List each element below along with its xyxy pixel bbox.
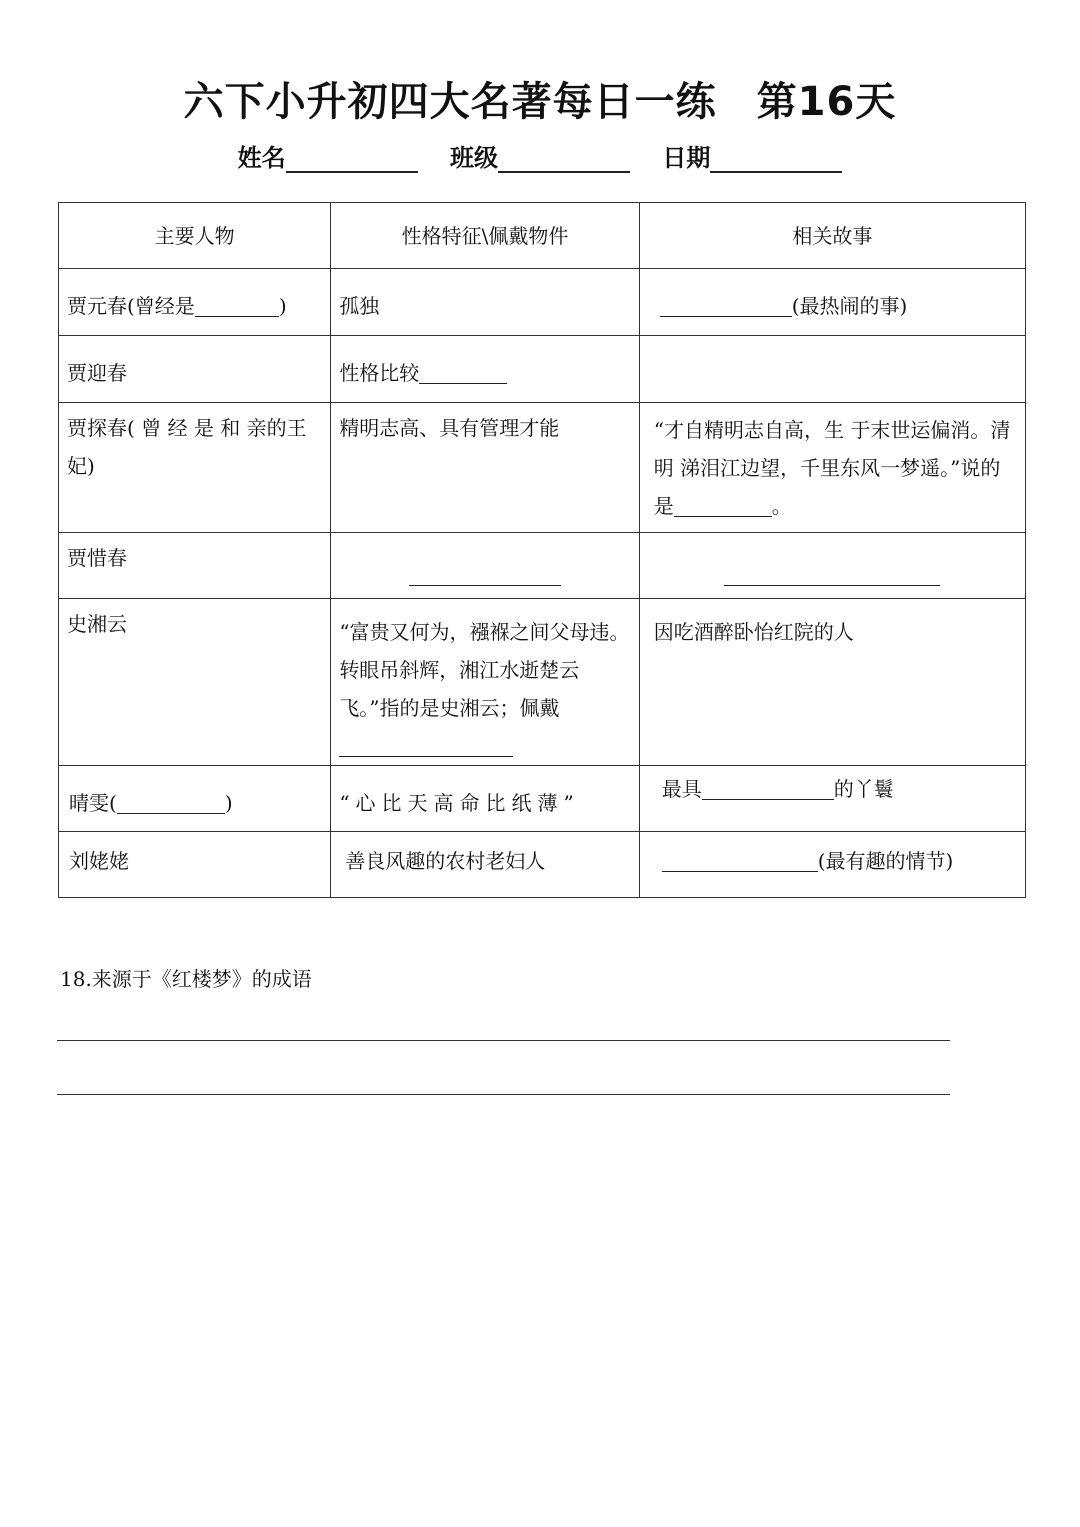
- cell-character: 晴雯( ): [59, 766, 331, 832]
- date-blank[interactable]: [710, 147, 842, 173]
- answer-blank[interactable]: [195, 292, 279, 317]
- name-label: 姓名: [237, 144, 286, 172]
- answer-blank[interactable]: [724, 561, 940, 586]
- answer-blank[interactable]: [702, 775, 834, 800]
- cell-character: 贾迎春: [59, 336, 331, 403]
- question-18: 18.来源于《红楼梦》的成语: [60, 967, 312, 991]
- day-label: 第16天: [756, 79, 897, 125]
- class-label: 班级: [450, 144, 498, 172]
- title-text: 六下小升初四大名著每日一练: [183, 79, 717, 125]
- answer-line[interactable]: [57, 1040, 950, 1041]
- date-label: 日期: [662, 144, 711, 172]
- cell-character: 刘姥姥: [59, 832, 331, 898]
- answer-blank[interactable]: [660, 292, 792, 317]
- cell-character: 史湘云: [59, 599, 331, 766]
- answer-blank[interactable]: [339, 732, 513, 757]
- date-field[interactable]: [662, 138, 842, 173]
- table-header-row: [59, 203, 1026, 269]
- answer-blank[interactable]: [117, 789, 225, 814]
- answer-blank[interactable]: [409, 561, 561, 586]
- header-character: 主要人物: [59, 203, 331, 269]
- cell-character: 贾探春( 曾 经 是 和 亲的王妃): [59, 403, 331, 533]
- table-row: [59, 336, 1026, 403]
- cell-traits: 孤独: [331, 269, 639, 336]
- answer-blank[interactable]: [419, 359, 507, 384]
- cell-traits: [331, 533, 639, 599]
- name-blank[interactable]: [286, 147, 418, 173]
- cell-story: (最有趣的情节): [639, 832, 1025, 898]
- cell-story: (最热闹的事): [639, 269, 1025, 336]
- cell-story: 最具 的丫鬟: [639, 766, 1025, 832]
- cell-story: 因吃酒醉卧怡红院的人: [639, 599, 1025, 766]
- cell-character: 贾惜春: [59, 533, 331, 599]
- table-row: [59, 599, 1026, 766]
- table-row: [59, 533, 1026, 599]
- cell-traits: “富贵又何为，襁褓之间父母违。转眼吊斜辉，湘江水逝楚云飞。”指的是史湘云；佩戴: [331, 599, 639, 766]
- cell-traits: 善良风趣的农村老妇人: [331, 832, 639, 898]
- header-stories: 相关故事: [639, 203, 1025, 269]
- cell-story: [639, 533, 1025, 599]
- class-blank[interactable]: [498, 147, 630, 173]
- cell-story[interactable]: [639, 336, 1025, 403]
- cell-story: “才自精明志自高，生 于末世运偏消。清明 涕泪江边望，千里东风一梦遥。”说的是 。: [639, 403, 1025, 533]
- name-field[interactable]: [238, 138, 418, 173]
- cell-traits: 性格比较: [331, 336, 639, 403]
- header-traits: 性格特征\佩戴物件: [331, 203, 639, 269]
- character-table: [58, 202, 1026, 898]
- table-row: [59, 269, 1026, 336]
- table-row: [59, 766, 1026, 832]
- table-row: [59, 832, 1026, 898]
- cell-traits: “心比天高命比纸薄”: [331, 766, 639, 832]
- table-row: [59, 403, 1026, 533]
- class-field[interactable]: [450, 138, 630, 173]
- answer-blank[interactable]: [662, 847, 818, 872]
- cell-character: 贾元春(曾经是 ): [59, 269, 331, 336]
- worksheet-title: [0, 70, 1080, 127]
- cell-traits: 精明志高、具有管理才能: [331, 403, 639, 533]
- student-info-row: [0, 138, 1080, 173]
- answer-line[interactable]: [57, 1094, 950, 1095]
- answer-blank[interactable]: [674, 492, 772, 517]
